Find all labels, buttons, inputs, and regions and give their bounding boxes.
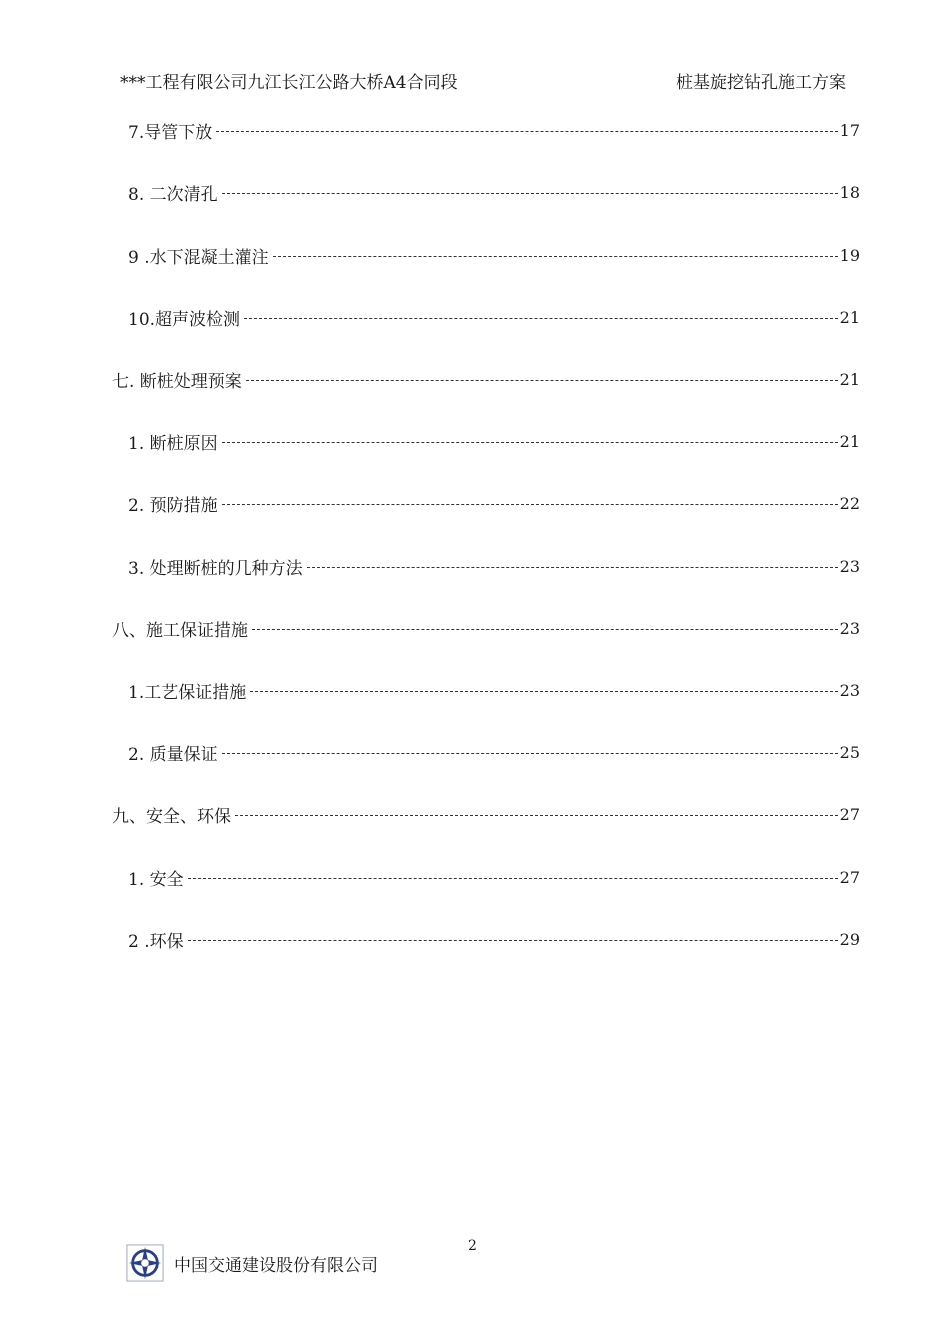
- page-footer: [126, 1244, 378, 1282]
- company-name: 中国交通建设股份有限公司: [174, 1255, 378, 1276]
- toc-entry-label: 2. 质量保证: [128, 744, 218, 765]
- toc-leader: [188, 878, 838, 879]
- toc-entry-label: 3. 处理断桩的几种方法: [128, 558, 303, 579]
- toc-section-label: 八、施工保证措施: [112, 620, 248, 641]
- toc-leader: [235, 815, 838, 816]
- toc-entry-label: 10.超声波检测: [128, 309, 241, 330]
- toc-leader: [252, 629, 838, 630]
- toc-entry[interactable]: [128, 180, 860, 204]
- toc-entry-label: 9 .水下混凝土灌注: [128, 247, 269, 268]
- toc-entry[interactable]: [128, 865, 860, 889]
- toc-section[interactable]: [112, 802, 860, 826]
- toc-entry-label: 1. 断桩原因: [128, 433, 218, 454]
- toc-entry-page: 23: [839, 556, 860, 576]
- toc-entry[interactable]: [128, 429, 860, 453]
- toc-entry[interactable]: [128, 740, 860, 764]
- toc-section-page: 23: [839, 618, 860, 638]
- toc-entry-page: 18: [839, 182, 860, 202]
- toc-entry-label: 2 .环保: [128, 931, 184, 952]
- toc-section-page: 27: [839, 804, 860, 824]
- toc-entry-label: 2. 预防措施: [128, 495, 218, 516]
- toc-entry-page: 17: [839, 120, 860, 140]
- toc-section-page: 21: [839, 369, 860, 389]
- toc-leader: [216, 131, 837, 132]
- toc-entry-label: 1. 安全: [128, 869, 184, 890]
- cccc-logo-icon: [126, 1244, 164, 1282]
- toc-entry[interactable]: [128, 118, 860, 142]
- toc-leader: [222, 193, 838, 194]
- toc-entry-page: 22: [839, 493, 860, 513]
- page-number: 2: [468, 1238, 477, 1254]
- toc-entry-label: 7.导管下放: [128, 122, 213, 143]
- toc-entry-label: 8. 二次清孔: [128, 184, 218, 205]
- toc-entry[interactable]: [128, 491, 860, 515]
- toc-leader: [188, 940, 838, 941]
- toc-entry[interactable]: [128, 927, 860, 951]
- toc-section[interactable]: [112, 616, 860, 640]
- toc-leader: [222, 504, 838, 505]
- toc-leader: [244, 318, 838, 319]
- toc-section-label: 七. 断桩处理预案: [112, 371, 242, 392]
- toc-leader: [273, 256, 838, 257]
- toc-entry-page: 27: [839, 867, 860, 887]
- header-document-title: 桩基旋挖钻孔施工方案: [676, 73, 846, 93]
- header-project-name: ***工程有限公司九江长江公路大桥A4合同段: [120, 73, 458, 93]
- toc-section-label: 九、安全、环保: [112, 806, 231, 827]
- toc-entry-page: 29: [839, 929, 860, 949]
- toc-leader: [246, 380, 838, 381]
- toc-entry-page: 21: [839, 431, 860, 451]
- toc-entry[interactable]: [128, 305, 860, 329]
- toc-entry[interactable]: [128, 243, 860, 267]
- toc-entry-page: 19: [839, 245, 860, 265]
- toc-entry-label: 1.工艺保证措施: [128, 682, 247, 703]
- toc-leader: [222, 442, 838, 443]
- toc-leader: [222, 753, 838, 754]
- toc-entry[interactable]: [128, 678, 860, 702]
- toc-leader: [307, 567, 838, 568]
- toc-entry[interactable]: [128, 554, 860, 578]
- toc-leader: [250, 691, 837, 692]
- toc-entry-page: 25: [839, 742, 860, 762]
- toc-section[interactable]: [112, 367, 860, 391]
- toc-entry-page: 23: [839, 680, 860, 700]
- toc-entry-page: 21: [839, 307, 860, 327]
